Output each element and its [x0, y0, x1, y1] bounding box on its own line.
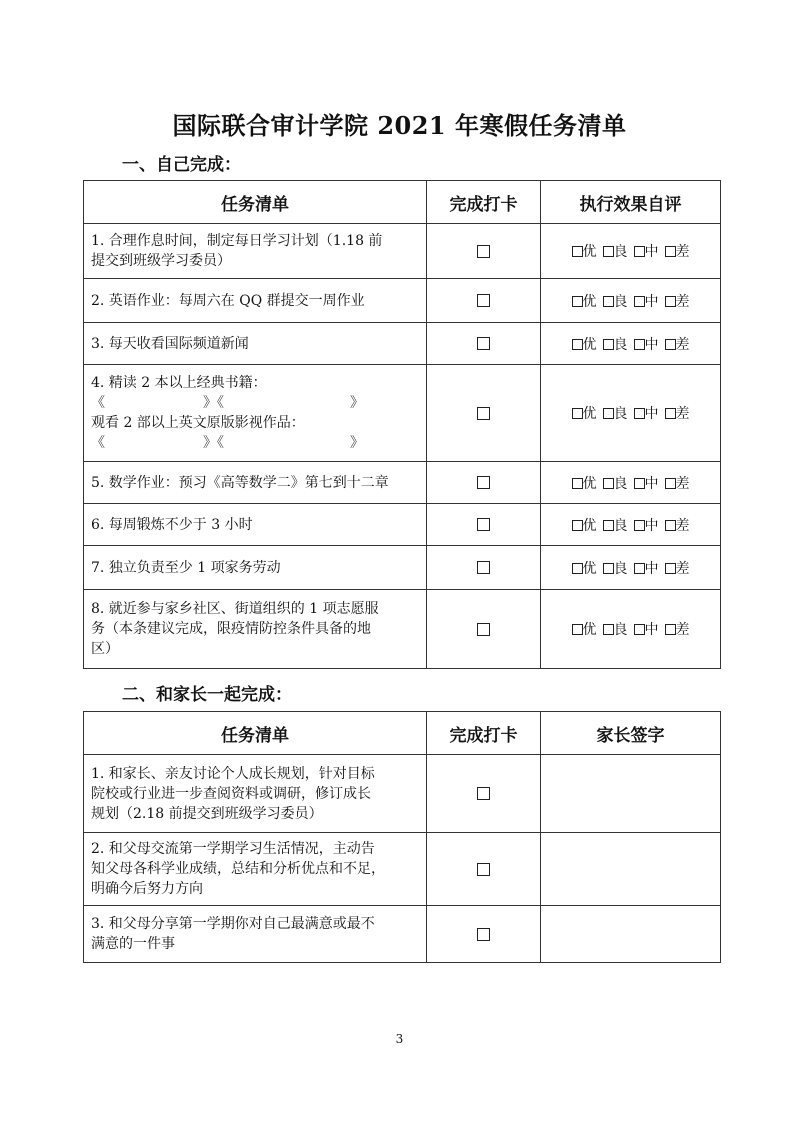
task-text: 观看 2 部以上英文原版影视作品： [91, 415, 305, 431]
rating-option[interactable]: 良 [603, 518, 628, 534]
task-text: 4. 精读 2 本以上经典书籍： [91, 375, 267, 391]
checkbox-icon [634, 408, 645, 419]
rating-option[interactable]: 中 [634, 622, 659, 638]
task-text: 8. 就近参与家乡社区、街道组织的 1 项志愿服 [91, 601, 379, 617]
page-title: 国际联合审计学院 2021 年寒假任务清单 [172, 111, 627, 140]
checkbox-icon [665, 246, 676, 257]
checkin-checkbox[interactable] [477, 787, 490, 800]
book-title-blanks[interactable]: 《 》《 》 [91, 395, 364, 411]
rating-cell [541, 546, 721, 590]
rating-option[interactable]: 中 [634, 406, 659, 422]
checkbox-icon [634, 624, 645, 635]
table-row [84, 833, 721, 906]
rating-cell [541, 590, 721, 669]
task-cell [84, 590, 427, 669]
checkbox-icon [665, 296, 676, 307]
page-number: 3 [395, 1032, 404, 1046]
checkbox-icon [572, 624, 583, 635]
checkbox-icon [603, 408, 614, 419]
rating-option[interactable]: 中 [634, 244, 659, 260]
header-parent-signature: 家长签字 [541, 712, 721, 755]
task-text: 6. 每周锻炼不少于 3 小时 [91, 516, 253, 533]
task-text: 3. 每天收看国际频道新闻 [91, 335, 249, 352]
checkbox-icon [665, 563, 676, 574]
checkin-checkbox[interactable] [477, 863, 490, 876]
task-cell [84, 833, 427, 906]
checkin-checkbox[interactable] [477, 476, 490, 489]
checkbox-icon [572, 520, 583, 531]
checkin-cell [427, 755, 541, 833]
rating-option[interactable]: 优 [572, 337, 597, 353]
task-text: 区） [91, 641, 119, 657]
rating-option[interactable]: 中 [634, 337, 659, 353]
checkbox-icon [634, 339, 645, 350]
rating-option[interactable]: 良 [603, 244, 628, 260]
checkin-cell [427, 279, 541, 323]
header-task-list: 任务清单 [84, 181, 427, 224]
rating-option[interactable]: 差 [665, 561, 690, 577]
rating-option[interactable]: 中 [634, 476, 659, 492]
task-cell [84, 755, 427, 833]
task-cell [84, 906, 427, 963]
task-cell [84, 323, 427, 365]
rating-option[interactable]: 优 [572, 476, 597, 492]
rating-option[interactable]: 优 [572, 406, 597, 422]
section-1-heading: 一、自己完成： [122, 155, 241, 175]
table-row [84, 365, 721, 462]
checkbox-icon [572, 339, 583, 350]
task-text: 满意的一件事 [91, 936, 175, 952]
rating-option[interactable]: 中 [634, 561, 659, 577]
rating-cell [541, 504, 721, 546]
checkin-cell [427, 833, 541, 906]
rating-option[interactable]: 差 [665, 244, 690, 260]
rating-option[interactable]: 优 [572, 294, 597, 310]
rating-cell [541, 462, 721, 504]
task-text: 7. 独立负责至少 1 项家务劳动 [91, 559, 281, 576]
rating-option[interactable]: 优 [572, 244, 597, 260]
checkbox-icon [603, 478, 614, 489]
task-text: 务（本条建议完成，限疫情防控条件具备的地 [91, 621, 371, 637]
checkbox-icon [665, 624, 676, 635]
checkin-checkbox[interactable] [477, 294, 490, 307]
rating-cell [541, 224, 721, 279]
checkbox-icon [603, 246, 614, 257]
task-text: 1. 和家长、亲友讨论个人成长规划，针对目标 [91, 765, 375, 782]
task-cell [84, 365, 427, 462]
table-row [84, 906, 721, 963]
rating-cell [541, 365, 721, 462]
task-text: 院校或行业进一步查阅资料或调研，修订成长 [91, 785, 371, 802]
rating-option[interactable]: 中 [634, 294, 659, 310]
checkbox-icon [603, 563, 614, 574]
checkbox-icon [603, 624, 614, 635]
rating-option[interactable]: 差 [665, 518, 690, 534]
rating-option[interactable]: 差 [665, 406, 690, 422]
task-cell [84, 279, 427, 323]
rating-option[interactable]: 良 [603, 294, 628, 310]
rating-option[interactable]: 良 [603, 622, 628, 638]
checkbox-icon [634, 246, 645, 257]
checkbox-icon [634, 478, 645, 489]
task-cell [84, 504, 427, 546]
checkin-checkbox[interactable] [477, 623, 490, 636]
table-row [84, 546, 721, 590]
task-text: 2. 英语作业：每周六在 QQ 群提交一周作业 [91, 292, 365, 309]
checkbox-icon [634, 296, 645, 307]
checkbox-icon [572, 478, 583, 489]
table-row [84, 279, 721, 323]
checkin-checkbox[interactable] [477, 337, 490, 350]
checkbox-icon [634, 563, 645, 574]
table-row [84, 224, 721, 279]
task-text: 3. 和父母分享第一学期你对自己最满意或最不 [91, 916, 375, 932]
checkin-cell [427, 224, 541, 279]
checkbox-icon [572, 408, 583, 419]
checkbox-icon [572, 296, 583, 307]
rating-option[interactable]: 良 [603, 561, 628, 577]
parent-task-table [83, 711, 721, 963]
rating-option[interactable]: 优 [572, 518, 597, 534]
checkin-cell [427, 546, 541, 590]
checkbox-icon [572, 246, 583, 257]
rating-option[interactable]: 差 [665, 622, 690, 638]
rating-option[interactable]: 优 [572, 561, 597, 577]
rating-option[interactable]: 差 [665, 337, 690, 353]
checkbox-icon [603, 296, 614, 307]
parent-signature-field[interactable] [541, 906, 721, 963]
task-text: 提交到班级学习委员） [91, 253, 231, 269]
checkin-cell [427, 504, 541, 546]
table-row [84, 462, 721, 504]
checkin-cell [427, 365, 541, 462]
task-cell [84, 224, 427, 279]
table-row [84, 323, 721, 365]
task-cell [84, 462, 427, 504]
parent-signature-field[interactable] [541, 833, 721, 906]
checkbox-icon [603, 339, 614, 350]
checkin-checkbox[interactable] [477, 518, 490, 531]
header-check-in: 完成打卡 [427, 181, 541, 224]
checkin-cell [427, 462, 541, 504]
checkbox-icon [665, 339, 676, 350]
checkbox-icon [665, 478, 676, 489]
rating-cell [541, 323, 721, 365]
checkbox-icon [665, 408, 676, 419]
header-self-evaluation: 执行效果自评 [541, 181, 721, 224]
task-text: 规划（2.18 前提交到班级学习委员） [91, 805, 323, 822]
parent-signature-field[interactable] [541, 755, 721, 833]
task-text: 知父母各科学业成绩，总结和分析优点和不足， [91, 861, 385, 877]
checkin-cell [427, 906, 541, 963]
table-header-row [84, 712, 721, 755]
checkbox-icon [634, 520, 645, 531]
checkin-checkbox[interactable] [477, 561, 490, 574]
checkin-cell [427, 590, 541, 669]
table-row [84, 590, 721, 669]
rating-option[interactable]: 良 [603, 406, 628, 422]
table-row [84, 504, 721, 546]
task-text: 1. 合理作息时间，制定每日学习计划（1.18 前 [91, 233, 383, 249]
rating-option[interactable]: 优 [572, 622, 597, 638]
checkin-cell [427, 323, 541, 365]
table-header-row [84, 181, 721, 224]
task-text: 5. 数学作业：预习《高等数学二》第七到十二章 [91, 474, 389, 491]
checkin-checkbox[interactable] [477, 928, 490, 941]
rating-option[interactable]: 差 [665, 294, 690, 310]
section-2-heading: 二、和家长一起完成： [122, 685, 292, 705]
task-cell [84, 546, 427, 590]
checkbox-icon [603, 520, 614, 531]
table-row [84, 755, 721, 833]
header-task-list: 任务清单 [84, 712, 427, 755]
checkbox-icon [572, 563, 583, 574]
task-text: 2. 和父母交流第一学期学习生活情况，主动告 [91, 841, 375, 857]
rating-option[interactable]: 良 [603, 337, 628, 353]
rating-cell [541, 279, 721, 323]
checkbox-icon [665, 520, 676, 531]
task-text: 明确今后努力方向 [91, 881, 203, 897]
rating-option[interactable]: 中 [634, 518, 659, 534]
rating-option[interactable]: 良 [603, 476, 628, 492]
checkin-checkbox[interactable] [477, 245, 490, 258]
self-task-table [83, 180, 721, 669]
header-check-in: 完成打卡 [427, 712, 541, 755]
checkin-checkbox[interactable] [477, 407, 490, 420]
rating-option[interactable]: 差 [665, 476, 690, 492]
film-title-blanks[interactable]: 《 》《 》 [91, 435, 364, 451]
